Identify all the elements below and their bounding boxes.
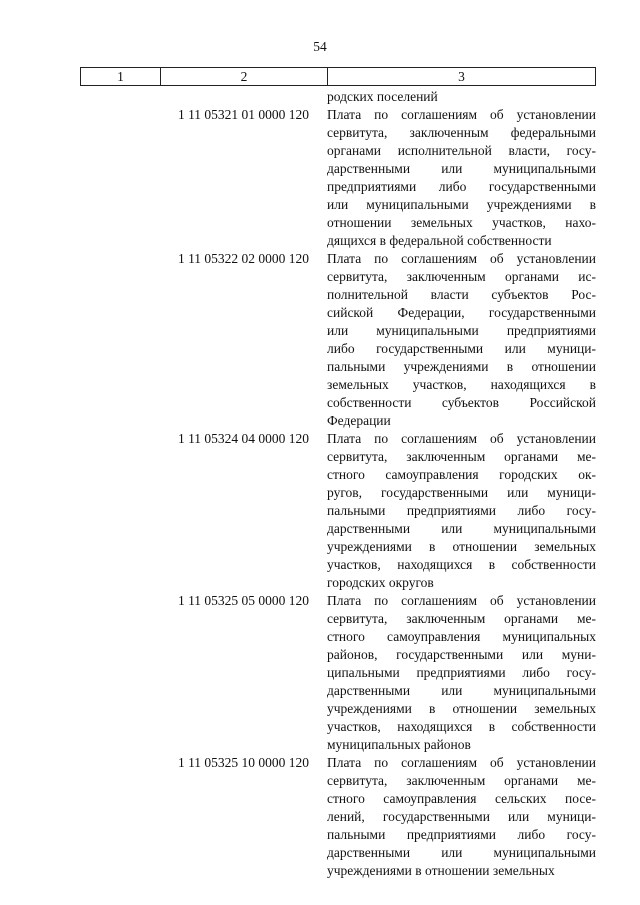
description-line: земельных участков, находящихся в bbox=[327, 377, 596, 392]
table-header bbox=[80, 67, 596, 86]
table-row bbox=[160, 250, 596, 430]
description-line: учреждениями в отношении земельных bbox=[327, 539, 596, 554]
description-line: сервитута, заключенным органами ис- bbox=[327, 269, 596, 284]
income-description bbox=[327, 754, 596, 880]
description-line: дарственными или муниципальными bbox=[327, 521, 596, 536]
description-line: полнительной власти субъектов Рос- bbox=[327, 287, 596, 302]
description-line: лений, государственными или муници- bbox=[327, 809, 596, 824]
description-line: учреждениями в отношении земельных bbox=[327, 701, 596, 716]
description-line: сервитута, заключенным органами ме- bbox=[327, 773, 596, 788]
description-line: сервитута, заключенным органами ме- bbox=[327, 449, 596, 464]
income-description bbox=[327, 430, 596, 592]
income-description bbox=[327, 88, 596, 106]
table-row bbox=[160, 430, 596, 592]
column-header-2: 2 bbox=[161, 68, 328, 85]
description-line: городских округов bbox=[327, 575, 434, 590]
description-line: дарственными или муниципальными bbox=[327, 161, 596, 176]
table-row bbox=[160, 88, 596, 106]
description-line: муниципальных районов bbox=[327, 737, 471, 752]
description-line: предприятиями либо государственными bbox=[327, 179, 596, 194]
description-line: или муниципальными учреждениями в bbox=[327, 197, 596, 212]
description-line: стного самоуправления городских ок- bbox=[327, 467, 596, 482]
description-line: либо государственными или муници- bbox=[327, 341, 596, 356]
description-line: Федерации bbox=[327, 413, 391, 428]
income-description bbox=[327, 106, 596, 250]
description-line: учреждениями в отношении земельных bbox=[327, 863, 555, 878]
description-line: дящихся в федеральной собственности bbox=[327, 233, 552, 248]
description-line: или муниципальными предприятиями bbox=[327, 323, 596, 338]
description-line: Плата по соглашениям об установлении bbox=[327, 755, 596, 770]
budget-classification-code: 1 11 05324 04 0000 120 bbox=[177, 431, 310, 446]
description-line: сервитута, заключенным федеральными bbox=[327, 125, 596, 140]
description-line: дарственными или муниципальными bbox=[327, 845, 596, 860]
description-line: родских поселений bbox=[327, 89, 438, 104]
description-line: Плата по соглашениям об установлении bbox=[327, 431, 596, 446]
description-line: стного самоуправления сельских посе- bbox=[327, 791, 596, 806]
table-body bbox=[160, 88, 596, 880]
description-line: собственности субъектов Российской bbox=[327, 395, 596, 410]
description-line: ципальными предприятиями либо госу- bbox=[327, 665, 596, 680]
description-line: дарственными или муниципальными bbox=[327, 683, 596, 698]
column-header-3: 3 bbox=[458, 68, 465, 84]
description-line: пальными предприятиями либо госу- bbox=[327, 827, 596, 842]
description-line: районов, государственными или муни- bbox=[327, 647, 596, 662]
description-line: пальными учреждениями в отношении bbox=[327, 359, 596, 374]
budget-classification-code: 1 11 05321 01 0000 120 bbox=[177, 107, 310, 122]
description-line: пальными предприятиями либо госу- bbox=[327, 503, 596, 518]
budget-classification-code: 1 11 05322 02 0000 120 bbox=[177, 251, 310, 266]
description-line: Плата по соглашениям об установлении bbox=[327, 107, 596, 122]
column-header-1: 1 bbox=[81, 68, 161, 85]
page-number: 54 bbox=[313, 39, 327, 54]
description-line: ругов, государственными или муници- bbox=[327, 485, 596, 500]
budget-classification-code: 1 11 05325 05 0000 120 bbox=[177, 593, 310, 608]
income-description bbox=[327, 250, 596, 430]
description-line: участков, находящихся в собственности bbox=[327, 719, 596, 734]
description-line: отношении земельных участков, нахо- bbox=[327, 215, 596, 230]
description-line: сервитута, заключенным органами ме- bbox=[327, 611, 596, 626]
description-line: органами исполнительной власти, госу- bbox=[327, 143, 596, 158]
description-line: Плата по соглашениям об установлении bbox=[327, 593, 596, 608]
budget-classification-code: 1 11 05325 10 0000 120 bbox=[177, 755, 310, 770]
description-line: сийской Федерации, государственными bbox=[327, 305, 596, 320]
description-line: Плата по соглашениям об установлении bbox=[327, 251, 596, 266]
table-row bbox=[160, 754, 596, 880]
income-description bbox=[327, 592, 596, 754]
table-row bbox=[160, 106, 596, 250]
table-row bbox=[160, 592, 596, 754]
description-line: участков, находящихся в собственности bbox=[327, 557, 596, 572]
description-line: стного самоуправления муниципальных bbox=[327, 629, 596, 644]
